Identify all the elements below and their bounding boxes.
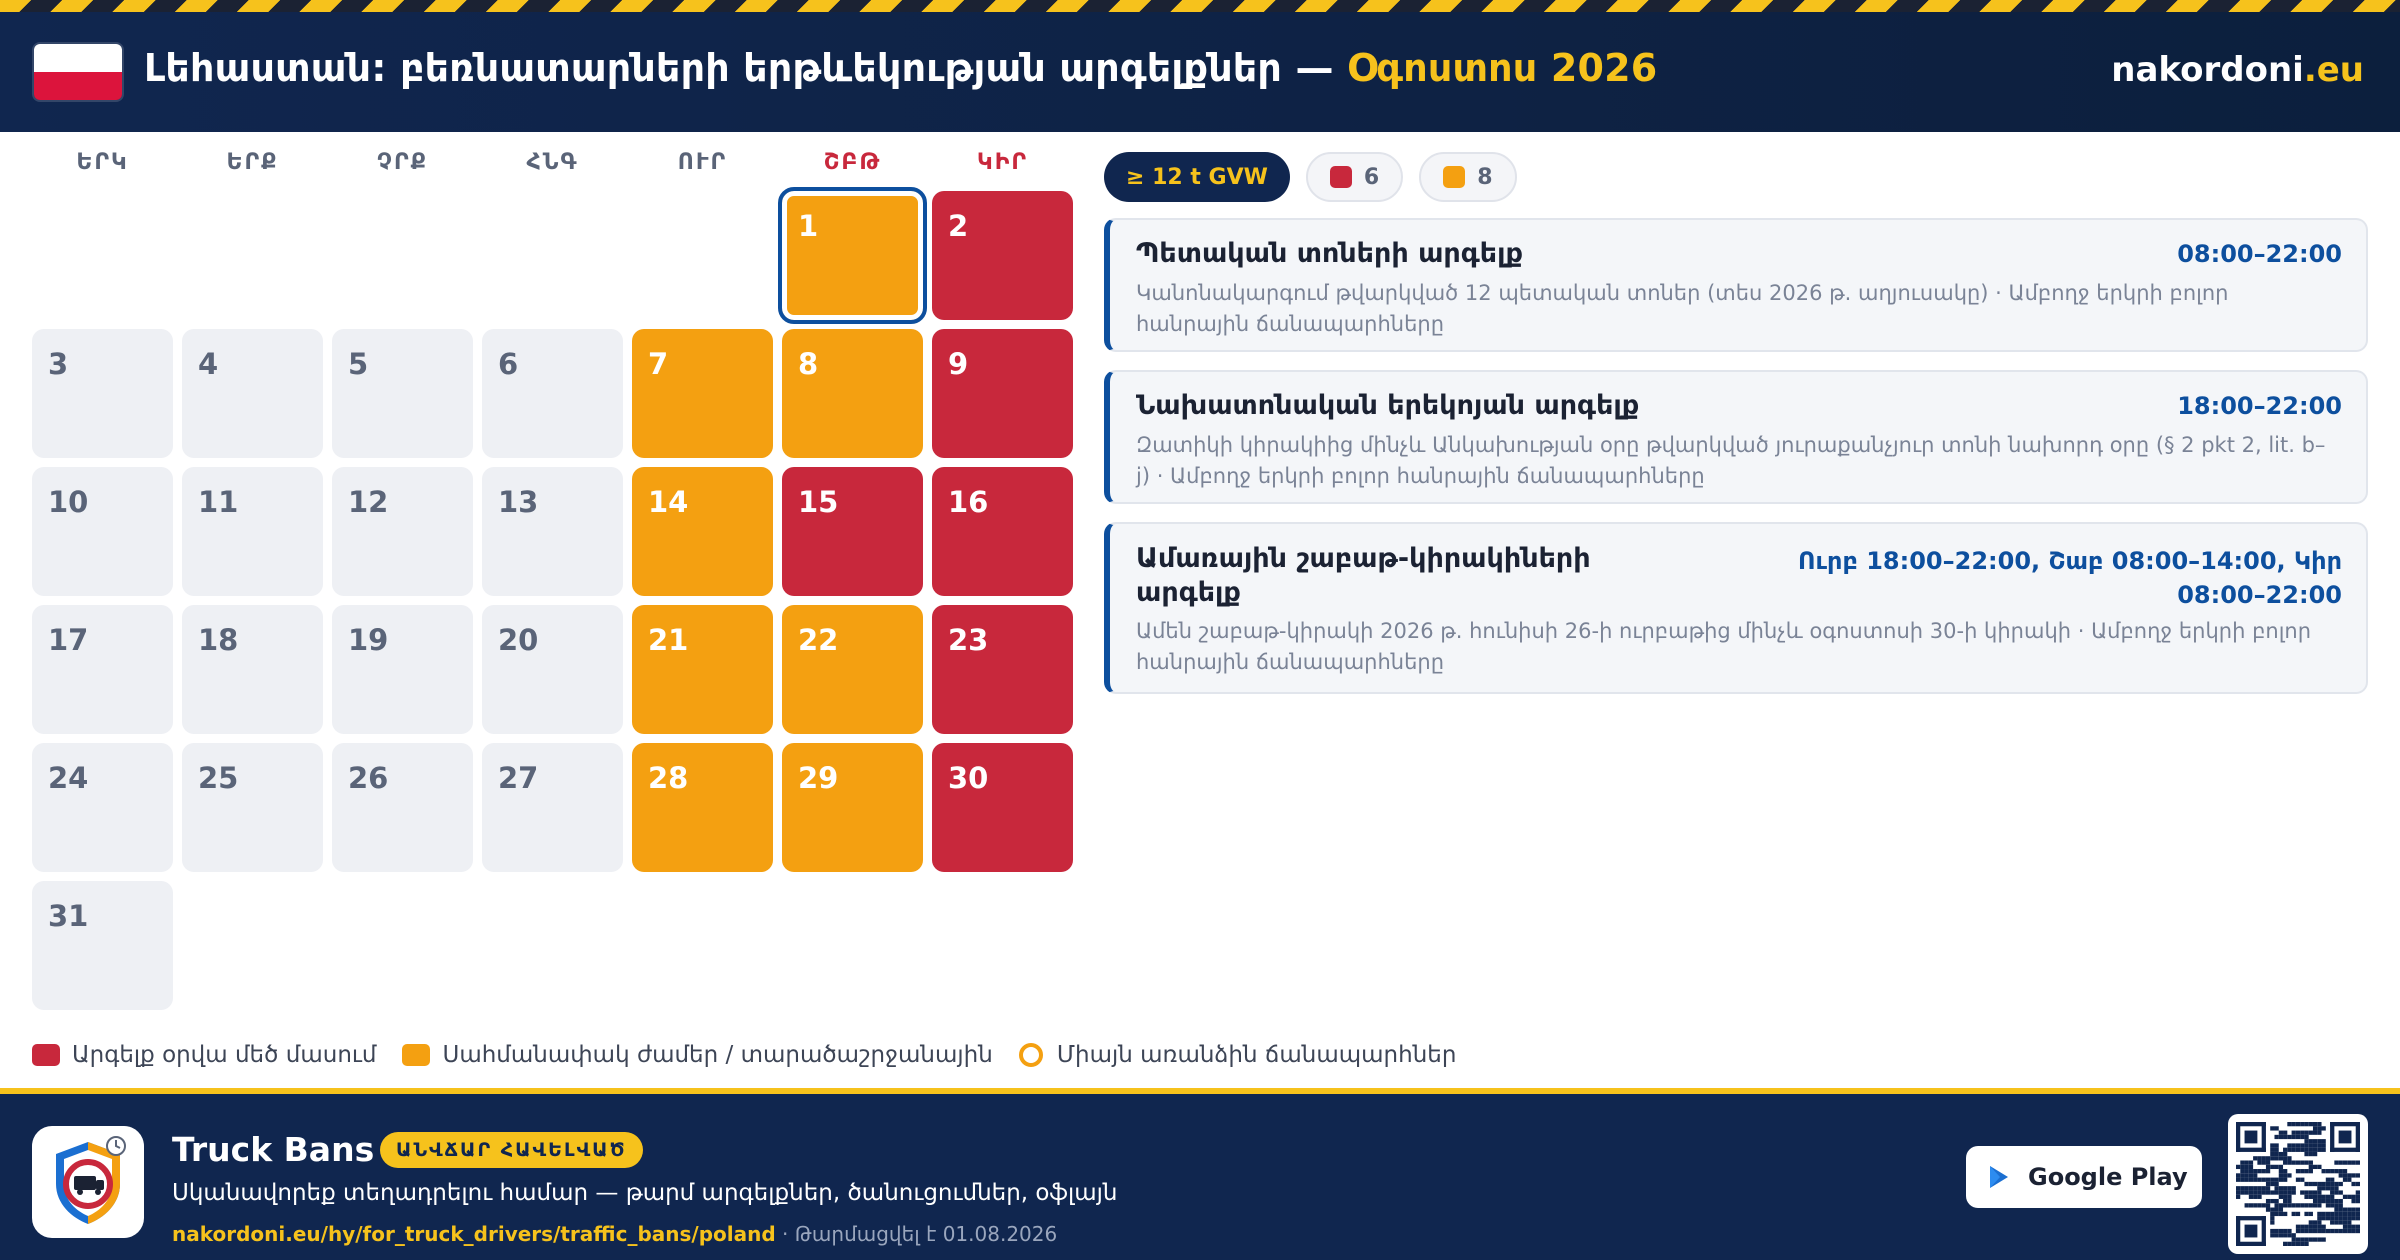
orange-square-icon <box>1443 166 1465 188</box>
google-play-button[interactable] <box>1966 1146 2202 1208</box>
play-triangle-icon <box>1988 1165 2010 1189</box>
app-link[interactable]: nakordoni.eu/hy/for_truck_drivers/traffic_bans/poland <box>172 1222 776 1246</box>
calendar-day-25[interactable] <box>182 743 323 872</box>
day-number: 15 <box>798 485 839 519</box>
filter-chips <box>1104 152 1517 202</box>
app-description: Սկանավորեք տեղադրելու համար — թարմ արգելքներ, ծանուցումներ, օֆլայն <box>172 1180 1118 1206</box>
day-number: 20 <box>498 623 539 657</box>
updated-date: · Թարմացվել է 01.08.2026 <box>775 1222 1058 1246</box>
day-number: 13 <box>498 485 539 519</box>
calendar-day-4[interactable] <box>182 329 323 458</box>
day-number: 5 <box>348 347 369 381</box>
legend-red <box>32 1042 376 1068</box>
day-number: 3 <box>48 347 69 381</box>
day-number: 4 <box>198 347 219 381</box>
calendar-day-26[interactable] <box>332 743 473 872</box>
legend-ring <box>1019 1042 1457 1068</box>
calendar-day-5[interactable] <box>332 329 473 458</box>
google-play-label: Google Play <box>2028 1163 2188 1191</box>
day-number: 30 <box>948 761 989 795</box>
weekday-label: ՇԲԹ <box>823 150 882 175</box>
day-number: 8 <box>798 347 819 381</box>
day-number: 24 <box>48 761 89 795</box>
page-title <box>144 46 1657 90</box>
ban-title: Պետական տոների արգելք <box>1136 238 1523 269</box>
calendar-day-8[interactable] <box>782 329 923 458</box>
orange-swatch-icon <box>402 1044 430 1066</box>
weekday-label: ՈՒՐ <box>677 150 728 175</box>
header-bar <box>0 12 2400 132</box>
calendar-day-9[interactable] <box>932 329 1073 458</box>
ban-description: Կանոնակարգում թվարկված 12 պետական տոներ (տես 2026 թ. աղյուսակը) · Ամբողջ երկրի բոլոր հանրային ճանապարհները <box>1136 281 2229 336</box>
legend-ring-label: Միայն առանձին ճանապարհներ <box>1056 1042 1457 1068</box>
day-number: 19 <box>348 623 389 657</box>
day-number: 29 <box>798 761 839 795</box>
brand-name: nakordoni <box>2111 50 2304 90</box>
brand-tld: .eu <box>2303 50 2364 90</box>
weekday-label: ՀՆԳ <box>526 150 579 175</box>
ban-time: 08:00–22:00 <box>2177 240 2342 268</box>
ban-title: Նախատոնական երեկոյան արգելք <box>1136 390 1640 421</box>
day-number: 12 <box>348 485 389 519</box>
calendar-day-11[interactable] <box>182 467 323 596</box>
red-square-icon <box>1330 166 1352 188</box>
calendar-day-21[interactable] <box>632 605 773 734</box>
calendar-day-17[interactable] <box>32 605 173 734</box>
ban-title: Ամառային շաբաթ-կիրակիների արգելք <box>1136 543 1591 608</box>
legend-red-label: Արգելք օրվա մեծ մասում <box>72 1042 377 1068</box>
free-app-badge: ԱՆՎՃԱՐ ՀԱՎԵԼՎԱԾ <box>380 1132 643 1168</box>
day-number: 31 <box>48 899 89 933</box>
brand-logo[interactable] <box>2111 50 2364 90</box>
weekday-label: ԵՐՔ <box>226 150 279 175</box>
calendar-day-2[interactable] <box>932 191 1073 320</box>
legend-orange <box>402 1042 992 1068</box>
day-number: 10 <box>48 485 89 519</box>
day-number: 7 <box>648 347 669 381</box>
day-number: 22 <box>798 623 839 657</box>
day-number: 27 <box>498 761 539 795</box>
weekday-header <box>32 150 1074 190</box>
calendar-day-27[interactable] <box>482 743 623 872</box>
day-number: 1 <box>798 209 819 243</box>
calendar-day-19[interactable] <box>332 605 473 734</box>
ban-card-summer-weekends[interactable] <box>1104 522 2368 694</box>
qr-code-icon <box>2228 1114 2368 1254</box>
day-number: 28 <box>648 761 689 795</box>
calendar-day-10[interactable] <box>32 467 173 596</box>
orange-count: 8 <box>1477 164 1493 190</box>
day-number: 21 <box>648 623 689 657</box>
calendar-day-28[interactable] <box>632 743 773 872</box>
hazard-stripe <box>0 0 2400 12</box>
calendar-day-6[interactable] <box>482 329 623 458</box>
day-number: 2 <box>948 209 969 243</box>
day-number: 14 <box>648 485 689 519</box>
day-number: 25 <box>198 761 239 795</box>
calendar-day-3[interactable] <box>32 329 173 458</box>
ban-card-holidays[interactable] <box>1104 218 2368 352</box>
legend-orange-label: Սահմանափակ ժամեր / տարածաշրջանային <box>442 1042 993 1068</box>
weight-filter-chip[interactable] <box>1104 152 1290 202</box>
legend <box>32 1042 1482 1068</box>
red-count-chip[interactable] <box>1306 152 1403 202</box>
ban-time: Ուրբ 18:00–22:00, Շաբ 08:00–14:00, Կիր 08:00–22:00 <box>1798 547 2342 609</box>
day-number: 26 <box>348 761 389 795</box>
calendar-day-31[interactable] <box>32 881 173 1010</box>
weekday-label: ԿԻՐ <box>977 150 1028 175</box>
calendar-day-30[interactable] <box>932 743 1073 872</box>
truck-shield-icon[interactable] <box>32 1126 144 1238</box>
calendar-day-20[interactable] <box>482 605 623 734</box>
weekday-label: ՉՐՔ <box>377 150 428 175</box>
calendar-day-13[interactable] <box>482 467 623 596</box>
ring-icon <box>1019 1043 1043 1067</box>
weight-filter-label: ≥ 12 t GVW <box>1126 164 1268 190</box>
calendar-day-29[interactable] <box>782 743 923 872</box>
red-count: 6 <box>1363 164 1380 190</box>
calendar-day-12[interactable] <box>332 467 473 596</box>
day-number: 17 <box>48 623 89 657</box>
poland-flag-icon <box>34 44 122 100</box>
calendar-day-7[interactable] <box>632 329 773 458</box>
calendar-day-14[interactable] <box>632 467 773 596</box>
ban-description: Զատիկի կիրակիից մինչև Անկախության օրը թվարկված յուրաքանչյուր տոնի նախորդ օրը (§ 2 pkt 2, lit. b–j) · Ամբողջ երկրի բոլոր հանրային ճանապարհները <box>1136 433 2326 488</box>
day-number: 23 <box>948 623 989 657</box>
orange-count-chip[interactable] <box>1419 152 1516 202</box>
app-name: Truck Bans <box>172 1130 375 1169</box>
calendar-day-18[interactable] <box>182 605 323 734</box>
ban-time: 18:00–22:00 <box>2177 392 2342 420</box>
day-number: 16 <box>948 485 989 519</box>
calendar-day-22[interactable] <box>782 605 923 734</box>
title-month: Օգոստոս 2026 <box>1347 46 1658 90</box>
day-number: 6 <box>498 347 519 381</box>
ban-description: Ամեն շաբաթ-կիրակի 2026 թ. հունիսի 26-ի ուրբաթից մինչև օգոստոսի 30-ի կիրակի · Ամբողջ երկրի բոլոր հանրային ճանապարհները <box>1136 619 2312 674</box>
ban-card-pre-holiday[interactable] <box>1104 370 2368 504</box>
calendar-day-16[interactable] <box>932 467 1073 596</box>
calendar-day-1[interactable] <box>782 191 923 320</box>
calendar-day-23[interactable] <box>932 605 1073 734</box>
weekday-label: ԵՐԿ <box>76 150 129 175</box>
red-swatch-icon <box>32 1044 60 1066</box>
calendar-day-24[interactable] <box>32 743 173 872</box>
footer-banner <box>0 1088 2400 1260</box>
calendar-day-15[interactable] <box>782 467 923 596</box>
day-number: 9 <box>948 347 969 381</box>
day-number: 11 <box>198 485 239 519</box>
app-link-line <box>172 1222 1057 1246</box>
title-prefix: Լեհաստան: բեռնատարների երթևեկության արգելքներ — <box>144 46 1334 90</box>
day-number: 18 <box>198 623 239 657</box>
